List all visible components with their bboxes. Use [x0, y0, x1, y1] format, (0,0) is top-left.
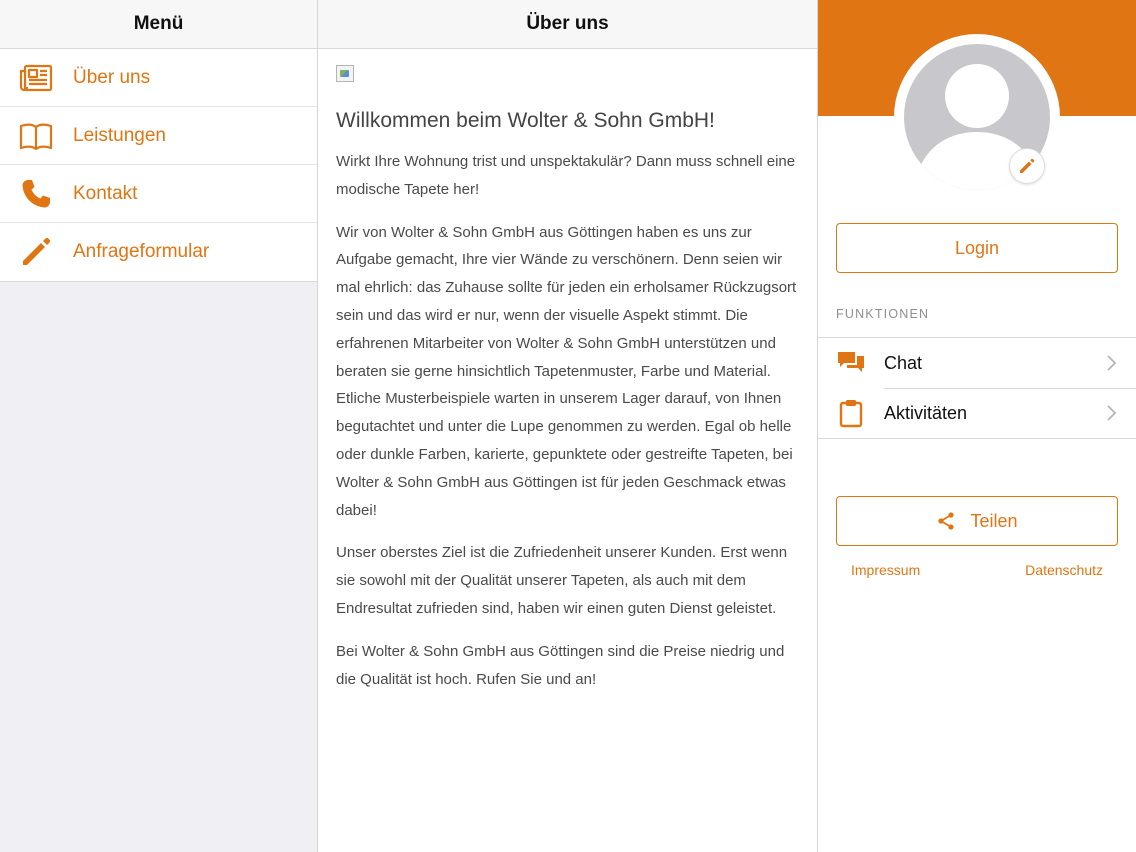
menu-item-ueber-uns[interactable]	[0, 49, 317, 107]
share-button-label: Teilen	[970, 510, 1018, 531]
newspaper-icon	[0, 60, 73, 96]
profile-panel	[818, 0, 1136, 852]
page-title: Über uns	[526, 13, 609, 34]
menu-list	[0, 49, 317, 282]
content-paragraph: Unser oberstes Ziel ist die Zufriedenheit unserer Kunden. Erst wenn sie sowohl mit der Qualität unserer Tapeten, als auch mit dem Endresultat zufrieden sind, haben wir einen guten Dienst geleistet.	[336, 544, 788, 617]
edit-avatar-button[interactable]	[1009, 148, 1045, 184]
login-button[interactable]	[836, 223, 1118, 273]
login-button-label: Login	[954, 237, 1000, 258]
menu-item-label: Leistungen	[73, 124, 166, 146]
share-icon	[936, 511, 956, 531]
functions-list	[818, 337, 1136, 439]
datenschutz-link[interactable]: Datenschutz	[1025, 562, 1103, 578]
pencil-icon	[1017, 156, 1037, 176]
impressum-link[interactable]: Impressum	[851, 562, 921, 578]
menu-item-label: Anfrageformular	[73, 241, 210, 262]
broken-image-icon	[336, 65, 354, 82]
menu-item-kontakt[interactable]	[0, 165, 317, 223]
function-label: Aktivitäten	[884, 402, 968, 423]
menu-item-label: Kontakt	[73, 182, 138, 204]
chevron-right-icon	[1106, 404, 1136, 422]
content-paragraph: Bei Wolter & Sohn GmbH aus Göttingen sind die Preise niedrig und die Qualität ist hoch. Rufen Sie und an!	[336, 642, 785, 688]
content-panel	[318, 0, 818, 852]
chevron-right-icon	[1106, 354, 1136, 372]
functions-section-label: FUNKTIONEN	[836, 307, 930, 321]
menu-item-label: Über uns	[73, 66, 151, 88]
book-icon	[0, 118, 73, 154]
side-menu	[0, 0, 318, 852]
footer-links	[818, 562, 1136, 578]
phone-icon	[0, 176, 73, 212]
content-paragraph: Wir von Wolter & Sohn GmbH aus Göttingen haben es uns zur Aufgabe gemacht, Ihre vier Wände zu verschönern. Denn seien wir mal ehrlich: das Zuhause sollte für jeden ein erholsamer Rückzugsort sein und das wird er nur, wenn der visuelle Aspekt stimmt. Die erfahrenen Mitarbeiter von Wolter & Sohn GmbH unterstützen und beraten sie gerne hinsichtlich Tapetenmuster, Farbe und Material. Etliche Musterbeispiele warten in unserem Lager darauf, von Ihnen begutachtet und unter die Lupe genommen zu werden. Egal ob helle oder dunkle Farben, karierte, gepunktete oder gestreifte Tapeten, bei Wolter & Sohn GmbH aus Göttingen ist für jeden Geschmack etwas dabei!	[336, 223, 797, 519]
content-body	[318, 49, 817, 693]
function-item-chat[interactable]	[818, 338, 1136, 388]
content-heading: Willkommen beim Wolter & Sohn GmbH!	[336, 109, 715, 132]
chat-bubbles-icon	[818, 348, 884, 378]
pencil-icon	[0, 234, 73, 270]
menu-header	[0, 0, 317, 49]
menu-item-leistungen[interactable]	[0, 107, 317, 165]
menu-item-anfrageformular[interactable]	[0, 223, 317, 281]
function-label: Chat	[884, 352, 923, 373]
content-paragraph: Wirkt Ihre Wohnung trist und unspektakulär? Dann muss schnell eine modische Tapete her!	[336, 153, 796, 198]
share-button[interactable]	[836, 496, 1118, 546]
clipboard-icon	[818, 398, 884, 428]
function-item-aktivitaeten[interactable]	[818, 388, 1136, 438]
content-header	[318, 0, 817, 49]
menu-title: Menü	[133, 13, 184, 34]
